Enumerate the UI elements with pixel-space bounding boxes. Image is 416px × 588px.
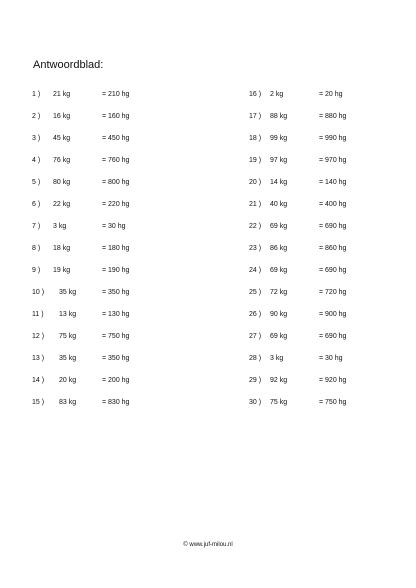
item-number: 28 ) [249,355,262,362]
item-answer: = 350 hg [102,355,130,362]
item-answer: = 970 hg [319,157,347,164]
item-answer: = 220 hg [102,201,130,208]
item-question: 18 kg [53,245,71,252]
answer-row [32,176,222,198]
item-question: 97 kg [270,157,288,164]
item-number: 4 ) [32,157,41,164]
item-answer: = 350 hg [102,289,130,296]
item-question: 76 kg [53,157,71,164]
item-number: 29 ) [249,377,262,384]
answer-row [32,242,222,264]
item-question: 20 kg [59,377,77,384]
item-answer: = 140 hg [319,179,347,186]
item-question: 3 kg [270,355,284,362]
item-answer: = 690 hg [319,267,347,274]
item-number: 27 ) [249,333,262,340]
answer-row [32,110,222,132]
item-answer: = 30 hg [319,355,343,362]
item-question: 3 kg [53,223,67,230]
answer-row [32,308,222,330]
item-question: 92 kg [270,377,288,384]
item-question: 69 kg [270,267,288,274]
item-answer: = 800 hg [102,179,130,186]
item-number: 2 ) [32,113,41,120]
answer-row [32,374,222,396]
answer-row [249,352,416,374]
item-question: 75 kg [59,333,77,340]
answer-row [32,198,222,220]
answer-row [249,154,416,176]
item-answer: = 990 hg [319,135,347,142]
item-number: 8 ) [32,245,41,252]
item-number: 3 ) [32,135,41,142]
answer-row [249,198,416,220]
item-number: 14 ) [32,377,45,384]
item-number: 1 ) [32,91,41,98]
item-number: 21 ) [249,201,262,208]
answer-row [32,88,222,110]
item-number: 17 ) [249,113,262,120]
item-question: 35 kg [59,289,77,296]
answer-row [249,286,416,308]
item-question: 83 kg [59,399,77,406]
item-answer: = 720 hg [319,289,347,296]
answer-row [32,352,222,374]
item-answer: = 200 hg [102,377,130,384]
item-answer: = 830 hg [102,399,130,406]
item-answer: = 190 hg [102,267,130,274]
answer-row [32,330,222,352]
item-question: 14 kg [270,179,288,186]
item-answer: = 880 hg [319,113,347,120]
answer-row [249,374,416,396]
item-number: 19 ) [249,157,262,164]
item-question: 45 kg [53,135,71,142]
item-answer: = 130 hg [102,311,130,318]
answer-row [32,154,222,176]
item-number: 18 ) [249,135,262,142]
item-answer: = 920 hg [319,377,347,384]
item-answer: = 750 hg [102,333,130,340]
answer-row [32,220,222,242]
item-answer: = 450 hg [102,135,130,142]
answer-row [249,242,416,264]
page-title: Antwoordblad: [33,59,104,71]
answer-row [249,330,416,352]
item-answer: = 690 hg [319,223,347,230]
answer-row [32,286,222,308]
answer-row [249,220,416,242]
item-question: 86 kg [270,245,288,252]
answer-row [32,264,222,286]
item-question: 69 kg [270,223,288,230]
item-answer: = 860 hg [319,245,347,252]
answers-column-right [249,88,416,418]
item-question: 80 kg [53,179,71,186]
item-question: 35 kg [59,355,77,362]
item-question: 90 kg [270,311,288,318]
item-answer: = 30 hg [102,223,126,230]
answer-row [249,308,416,330]
item-number: 24 ) [249,267,262,274]
item-number: 11 ) [32,311,44,318]
item-question: 13 kg [59,311,77,318]
item-number: 9 ) [32,267,41,274]
item-question: 88 kg [270,113,288,120]
item-question: 21 kg [53,91,71,98]
item-number: 26 ) [249,311,262,318]
answers-column-left [32,88,222,418]
item-answer: = 690 hg [319,333,347,340]
item-question: 16 kg [53,113,71,120]
item-number: 30 ) [249,399,262,406]
item-answer: = 160 hg [102,113,130,120]
copyright-footer: © www.juf-milou.nl [183,542,233,548]
item-question: 22 kg [53,201,71,208]
item-number: 7 ) [32,223,41,230]
answer-row [249,88,416,110]
item-question: 40 kg [270,201,288,208]
item-answer: = 20 hg [319,91,343,98]
item-number: 25 ) [249,289,262,296]
item-number: 23 ) [249,245,262,252]
item-question: 2 kg [270,91,284,98]
answer-row [249,176,416,198]
item-answer: = 900 hg [319,311,347,318]
answer-row [32,396,222,418]
answer-row [249,132,416,154]
item-question: 72 kg [270,289,288,296]
item-answer: = 210 hg [102,91,130,98]
item-answer: = 400 hg [319,201,347,208]
item-question: 75 kg [270,399,288,406]
item-number: 10 ) [32,289,45,296]
answer-row [32,132,222,154]
item-number: 6 ) [32,201,41,208]
item-question: 19 kg [53,267,71,274]
item-question: 69 kg [270,333,288,340]
answer-row [249,264,416,286]
item-number: 20 ) [249,179,262,186]
item-number: 15 ) [32,399,45,406]
item-number: 5 ) [32,179,41,186]
item-number: 12 ) [32,333,45,340]
item-answer: = 760 hg [102,157,130,164]
item-answer: = 180 hg [102,245,130,252]
item-answer: = 750 hg [319,399,347,406]
item-number: 16 ) [249,91,262,98]
item-question: 99 kg [270,135,288,142]
answer-row [249,110,416,132]
answer-row [249,396,416,418]
item-number: 22 ) [249,223,262,230]
item-number: 13 ) [32,355,45,362]
